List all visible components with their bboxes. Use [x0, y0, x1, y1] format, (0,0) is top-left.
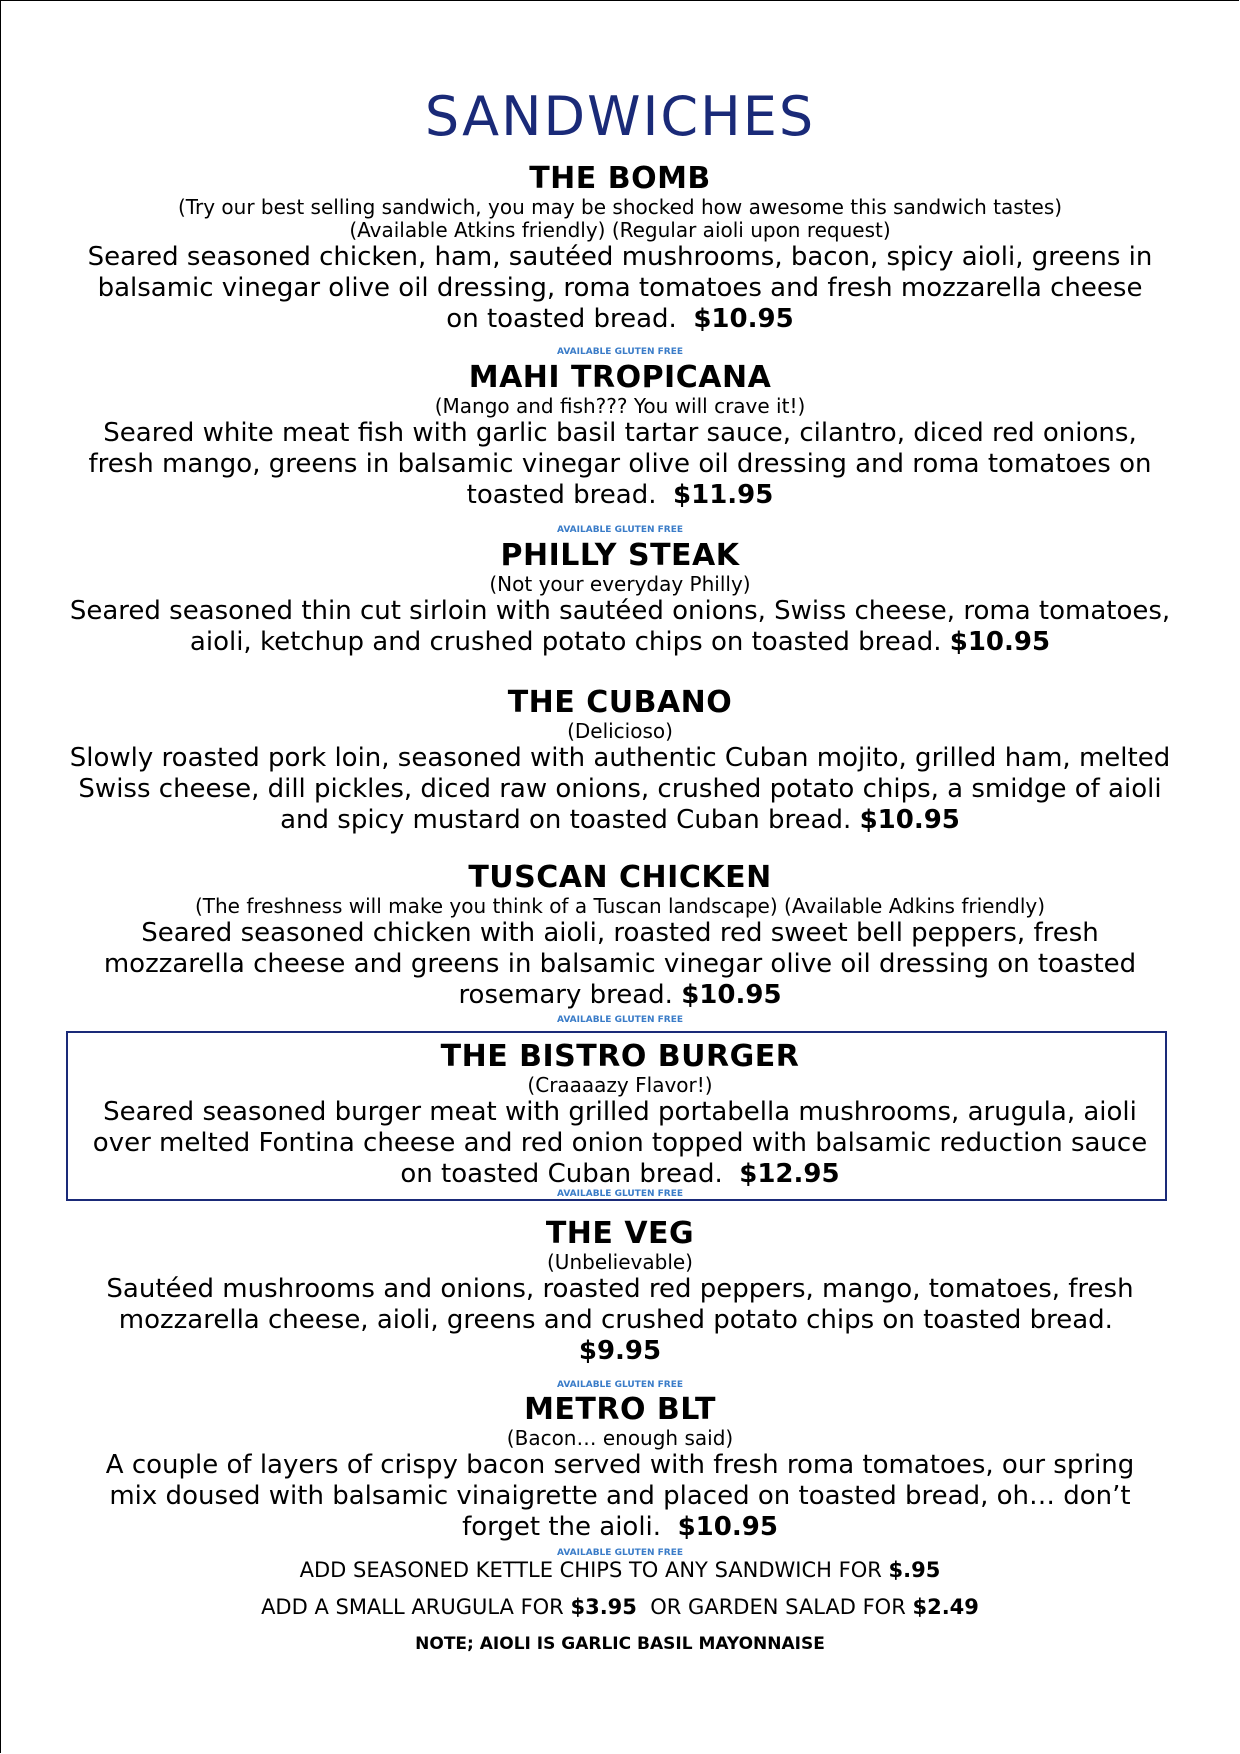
addon-chips — [0, 1557, 1240, 1583]
menu-item-the-bistro-burger — [0, 1040, 1240, 1190]
addon-salad-price: $2.49 — [912, 1595, 979, 1619]
gluten-free-label: AVAILABLE GLUTEN FREE — [556, 1189, 684, 1199]
description-text: Seared seasoned chicken with aioli, roasted red sweet bell peppers, fresh mozzarella cheese and greens in balsamic vinegar olive oil dressing on toasted rosemary bread. — [103, 918, 1137, 1010]
item-tagline: (Unbelievable) — [547, 1250, 693, 1274]
item-price: $12.95 — [739, 1159, 840, 1189]
menu-title: SANDWICHES — [424, 85, 816, 148]
item-description — [80, 418, 1160, 511]
item-name: MAHI TROPICANA — [468, 360, 772, 395]
menu-item-the-cubano — [0, 686, 1240, 836]
addon-salads — [0, 1594, 1240, 1620]
item-description — [55, 743, 1185, 836]
item-tagline: (Bacon… enough said) — [506, 1426, 734, 1450]
menu-item-philly-steak — [0, 539, 1240, 658]
menu-item-tuscan-chicken — [0, 861, 1240, 1011]
item-tagline: (Craaaazy Flavor!) — [527, 1073, 713, 1097]
item-tagline: (Not your everyday Philly) — [489, 572, 751, 596]
description-text: Seared white meat fish with garlic basil tartar sauce, cilantro, diced red onions, fresh mango, greens in balsamic vinegar olive oil dressing and roma tomatoes on toasted bread. — [88, 418, 1152, 510]
item-price: $10.95 — [677, 1512, 778, 1542]
item-description — [80, 1450, 1160, 1543]
item-price: $10.95 — [949, 627, 1051, 657]
item-name: PHILLY STEAK — [500, 538, 740, 573]
item-name: THE BISTRO BURGER — [440, 1039, 800, 1074]
item-description — [80, 1097, 1160, 1190]
addon-arugula-price: $3.95 — [570, 1595, 637, 1619]
description-text: Slowly roasted pork loin, seasoned with authentic Cuban mojito, grilled ham, melted Swiss cheese, dill pickles, diced raw onions, crushed potato chips, a smidge of aioli and spicy mustard on toasted Cuban bread. — [69, 743, 1171, 835]
item-name: THE BOMB — [529, 161, 711, 196]
description-text: Seared seasoned thin cut sirloin with sautéed onions, Swiss cheese, roma tomatoes, aioli, ketchup and crushed potato chips on toasted bread. — [69, 596, 1171, 657]
item-tagline: (The freshness will make you think of a Tuscan landscape) (Available Adkins friendly) — [194, 894, 1046, 918]
gluten-free-label: AVAILABLE GLUTEN FREE — [556, 347, 684, 357]
menu-item-the-veg — [0, 1217, 1240, 1367]
addon-chips-price: $.95 — [888, 1558, 941, 1582]
addon-chips-text: ADD SEASONED KETTLE CHIPS TO ANY SANDWICH FOR — [299, 1558, 882, 1582]
menu-item-mahi-tropicana — [0, 361, 1240, 511]
item-name: METRO BLT — [524, 1392, 716, 1427]
item-price: $10.95 — [681, 980, 782, 1010]
item-name: TUSCAN CHICKEN — [468, 860, 772, 895]
item-price: $10.95 — [859, 805, 960, 835]
gluten-free-label: AVAILABLE GLUTEN FREE — [556, 1015, 684, 1025]
description-text: Seared seasoned chicken, ham, sautéed mushrooms, bacon, spicy aioli, greens in balsamic vinegar olive oil dressing, roma tomatoes and fresh mozzarella cheese on toasted bread. — [87, 242, 1153, 334]
item-tagline: (Available Atkins friendly) (Regular aioli upon request) — [349, 218, 891, 242]
gluten-free-label: AVAILABLE GLUTEN FREE — [556, 1548, 684, 1558]
item-name: THE VEG — [545, 1216, 695, 1251]
item-tagline: (Try our best selling sandwich, you may be shocked how awesome this sandwich tastes) — [177, 195, 1063, 219]
aioli-note: NOTE; AIOLI IS GARLIC BASIL MAYONNAISE — [415, 1634, 825, 1654]
item-tagline: (Mango and fish??? You will crave it!) — [434, 394, 806, 418]
addon-arugula-text: ADD A SMALL ARUGULA FOR — [261, 1595, 564, 1619]
item-tagline: (Delicioso) — [567, 719, 673, 743]
description-text: A couple of layers of crispy bacon served with fresh roma tomatoes, our spring mix doused with balsamic vinaigrette and placed on toasted bread, oh… don’t forget the aioli. — [105, 1450, 1135, 1542]
description-text: Seared seasoned burger meat with grilled portabella mushrooms, arugula, aioli over melted Fontina cheese and red onion topped with balsamic reduction sauce on toasted Cuban bread. — [92, 1097, 1148, 1189]
item-price: $11.95 — [673, 480, 774, 510]
addon-salad-text: OR GARDEN SALAD FOR — [650, 1595, 906, 1619]
item-description — [80, 242, 1160, 335]
gluten-free-label: AVAILABLE GLUTEN FREE — [556, 525, 684, 535]
item-price: $10.95 — [693, 304, 794, 334]
description-text: Sautéed mushrooms and onions, roasted red peppers, mango, tomatoes, fresh mozzarella cheese, aioli, greens and crushed potato chips on toasted bread. — [106, 1274, 1134, 1335]
menu-item-the-bomb — [0, 162, 1240, 335]
item-description — [80, 1274, 1160, 1367]
item-price: $9.95 — [578, 1336, 662, 1366]
item-description — [80, 918, 1160, 1011]
item-description — [55, 596, 1185, 658]
menu-item-metro-blt — [0, 1393, 1240, 1543]
item-name: THE CUBANO — [507, 685, 733, 720]
gluten-free-label: AVAILABLE GLUTEN FREE — [556, 1380, 684, 1390]
